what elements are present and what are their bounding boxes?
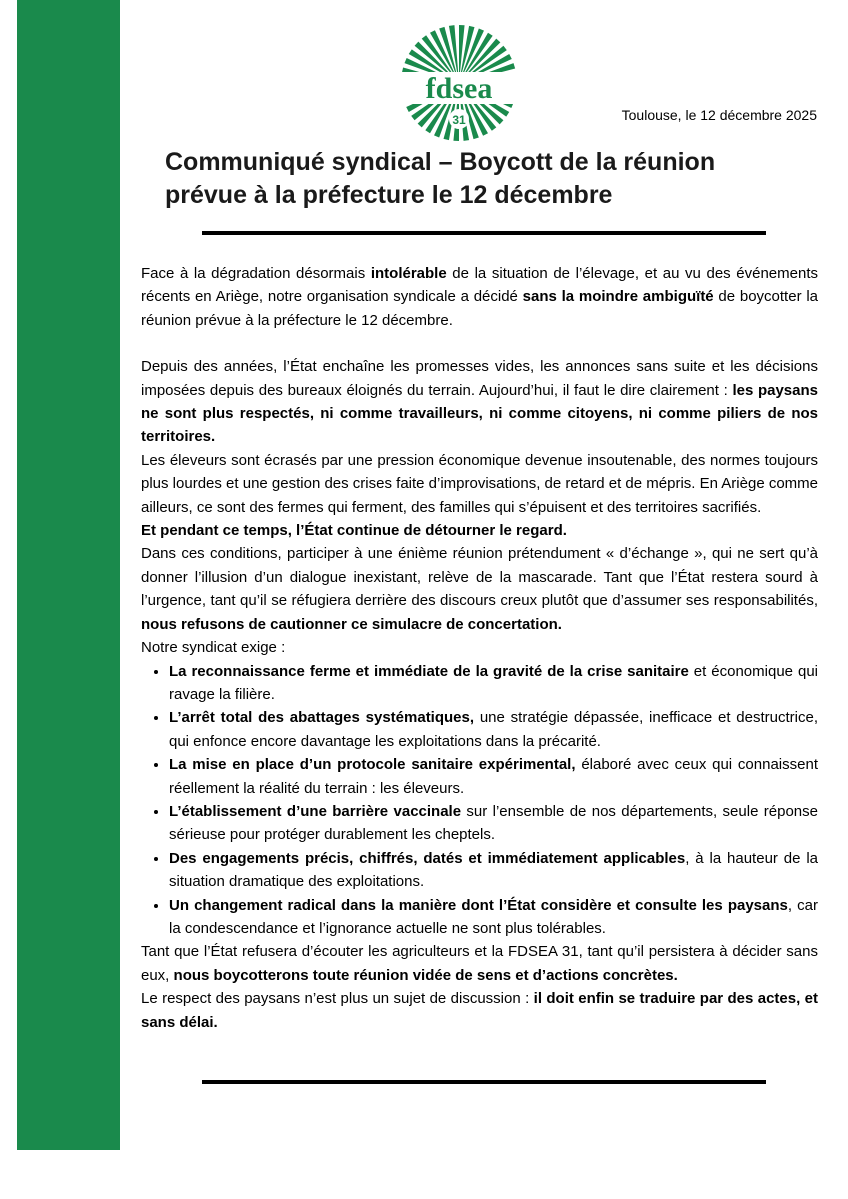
bold-text: L’établissement d’une barrière vaccinale: [169, 802, 462, 820]
text: de boycotter la réunion prévue à la préfecture le 12 décembre.: [141, 288, 818, 329]
paragraph-boycott: [141, 940, 818, 987]
bold-text: sans la moindre ambiguïté: [522, 288, 714, 306]
bold-text: L’arrêt total des abattages systématiques,: [169, 709, 475, 727]
fdsea-logo: [398, 24, 520, 142]
bold-text: La mise en place d’un protocole sanitaire expérimental,: [169, 756, 576, 774]
demand-item: [169, 660, 818, 707]
paragraph-state-looks-away: [141, 519, 818, 542]
text: et économique qui ravage la filière.: [169, 662, 818, 703]
logo-name: fdsea: [425, 72, 493, 105]
demand-item: [169, 706, 818, 753]
text: Le respect des paysans n’est plus un sujet de discussion :: [141, 990, 534, 1008]
paragraph-demands-intro: [141, 636, 818, 659]
demand-item: [169, 800, 818, 847]
logo-number: 31: [452, 113, 466, 127]
demand-item: [169, 894, 818, 941]
text: Tant que l’État refusera d’écouter les agriculteurs et la FDSEA 31, tant qu’il persistera à décider sans eux,: [141, 943, 818, 984]
text: sur l’ensemble de nos départements, seule réponse sérieuse pour protéger durablement les cheptels.: [169, 802, 818, 844]
demand-item: [169, 847, 818, 894]
top-divider: [202, 231, 766, 235]
bold-text: nous refusons de cautionner ce simulacre de concertation.: [141, 615, 562, 633]
green-side-band: [17, 0, 120, 1150]
bottom-divider: [202, 1080, 766, 1084]
communique-body: [141, 262, 818, 1034]
text: , car la condescendance et l’ignorance actuelle ne sont plus tolérables.: [169, 896, 818, 937]
text: une stratégie dépassée, inefficace et destructrice, qui enfonce encore davantage les exploitations dans la précarité.: [169, 709, 818, 750]
paragraph-breeders: [141, 449, 818, 519]
text: Depuis des années, l’État enchaîne les promesses vides, les annonces sans suite et les décisions imposées depuis des bureaux éloignés du terrain. Aujourd’hui, il faut le dire clairement :: [141, 358, 818, 399]
text: Face à la dégradation désormais: [141, 265, 371, 282]
bold-text: Un changement radical dans la manière dont l’État considère et consulte les paysans: [169, 896, 788, 914]
demand-item: [169, 753, 818, 800]
text: Notre syndicat exige :: [141, 639, 286, 657]
bold-text: nous boycotterons toute réunion vidée de sens et d’actions concrètes.: [173, 966, 678, 984]
text: Les éleveurs sont écrasés par une pression économique devenue insoutenable, des normes toujours plus lourdes et une gestion des crises faite d’improvisations, de retard et de mépris. En Ariège comme ailleurs, ce sont des fermes qui ferment, des familles qui s’épuisent et des territoires sacrifiés.: [141, 451, 819, 516]
paragraph-conclusion: [141, 987, 818, 1034]
bold-text: il doit enfin se traduire par des actes, et sans délai.: [141, 990, 818, 1031]
text: de la situation de l’élevage, et au vu des événements récents en Ariège, notre organisation syndicale a décidé: [141, 265, 818, 306]
text: , à la hauteur de la situation dramatique des exploitations.: [169, 849, 818, 891]
text: élaboré avec ceux qui connaissent réellement la réalité du terrain : les éleveurs.: [169, 756, 818, 797]
demands-list: [141, 660, 818, 941]
bold-text: La reconnaissance ferme et immédiate de la gravité de la crise sanitaire: [169, 662, 689, 680]
paragraph-conditions: [141, 542, 818, 636]
bold-text: intolérable: [370, 265, 447, 282]
paragraph-intro: [141, 262, 818, 332]
text: Dans ces conditions, participer à une énième réunion prétendument « d’échange », qui ne sert qu’à donner l’illusion d’un dialogue inexistant, relève de la mascarade. Tant que l’État restera sourd à l’urgence, tant qu’il se réfugiera derrière des discours creux plutôt que d’assumer ses responsabilités,: [141, 545, 818, 610]
paragraph-state-promises: [141, 355, 818, 449]
page-title: Communiqué syndical – Boycott de la réunion prévue à la préfecture le 12 décembre: [165, 148, 716, 209]
bold-text: les paysans ne sont plus respectés, ni comme travailleurs, ni comme citoyens, ni comme piliers de nos territoires.: [141, 381, 818, 446]
document-date: Toulouse, le 12 décembre 2025: [621, 107, 817, 123]
bold-text: Des engagements précis, chiffrés, datés et immédiatement applicables: [169, 849, 686, 867]
bold-text: Et pendant ce temps, l’État continue de détourner le regard.: [141, 522, 567, 540]
